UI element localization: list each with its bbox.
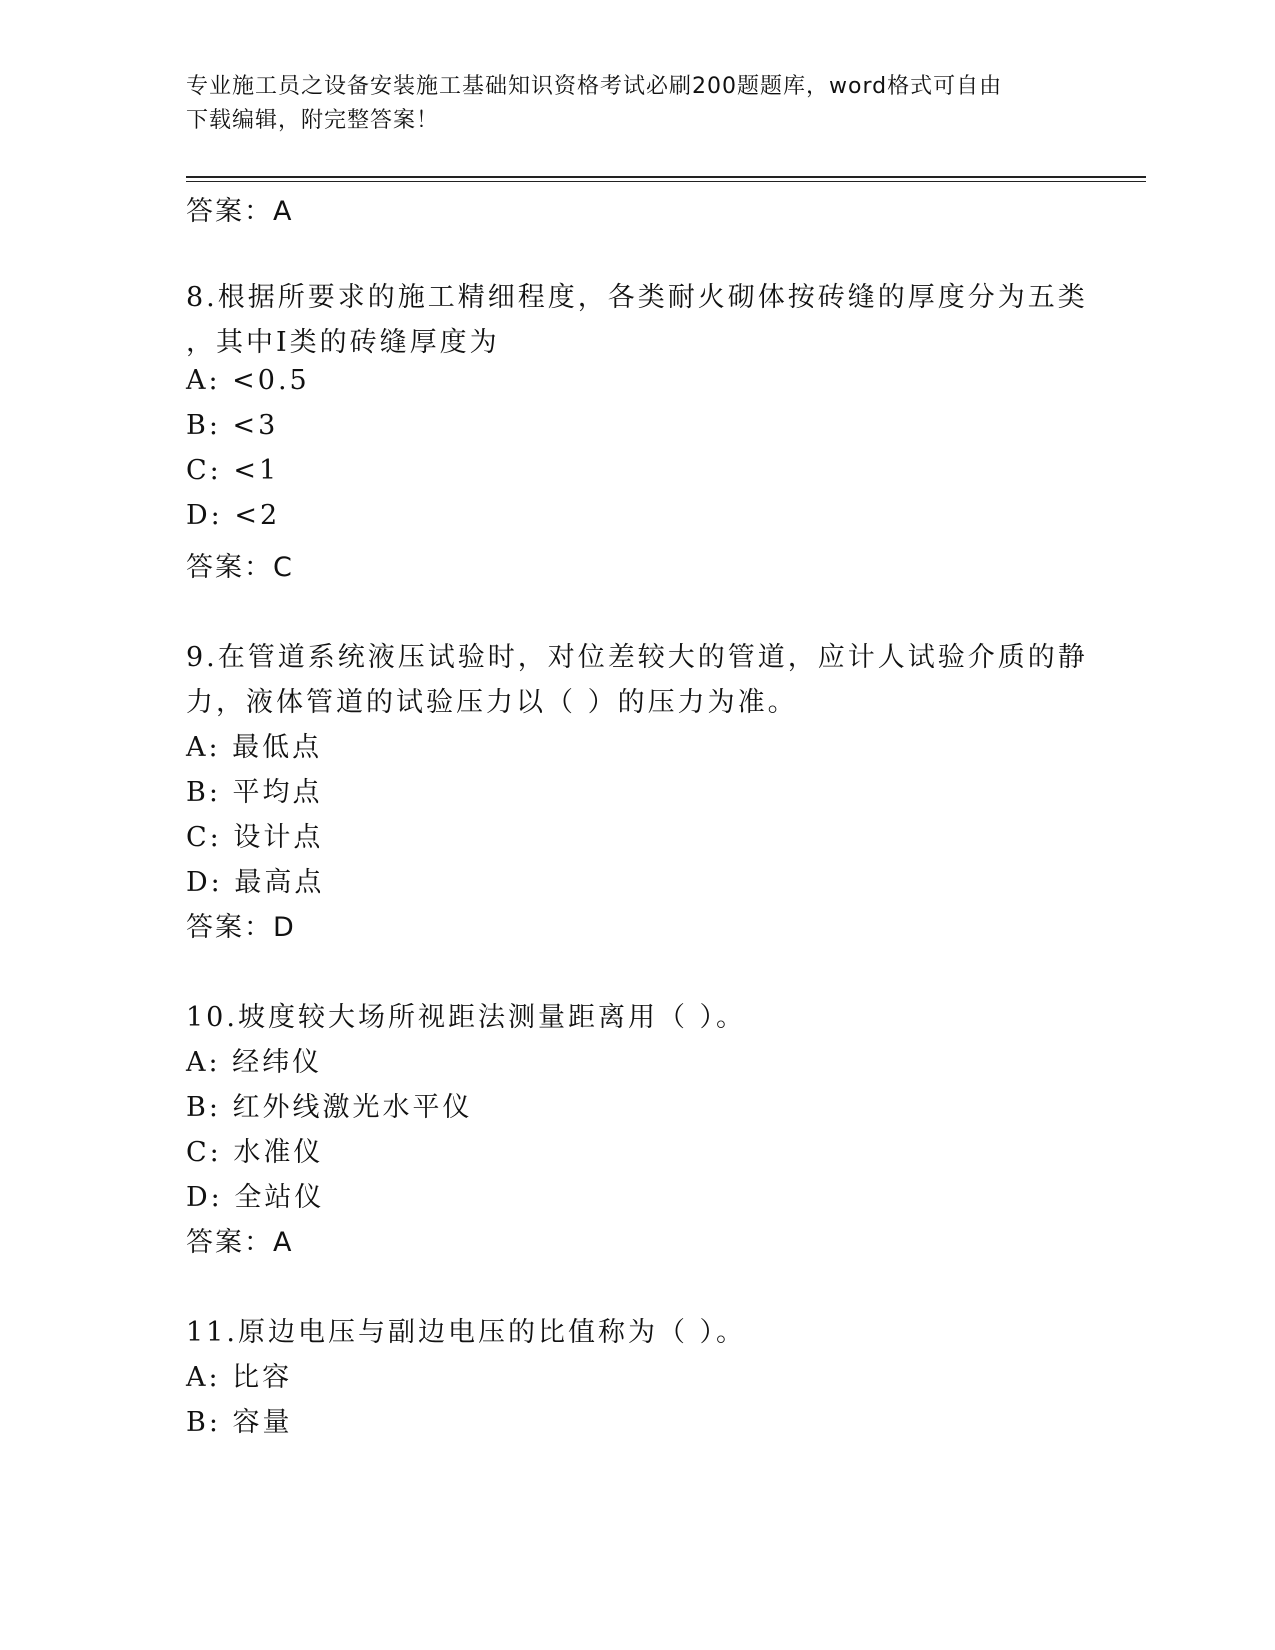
question-8-stem-line-1: 8.根据所要求的施工精细程度，各类耐火砌体按砖缝的厚度分为五类: [186, 282, 1088, 313]
question-9-option-c: C: 设计点: [186, 822, 324, 853]
question-10-option-d: D: 全站仪: [186, 1182, 325, 1213]
question-10-stem-line-1: 10.坡度较大场所视距法测量距离用（ ）。: [186, 1002, 747, 1033]
question-9-stem-line-2: 力，液体管道的试验压力以（ ）的压力为准。: [186, 687, 798, 718]
question-9-option-a: A: 最低点: [186, 732, 323, 763]
question-9-stem-line-1: 9.在管道系统液压试验时，对位差较大的管道，应计人试验介质的静: [186, 642, 1088, 673]
question-9-option-d: D: 最高点: [186, 867, 325, 898]
question-11-stem-line-1: 11.原边电压与副边电压的比值称为（ ）。: [186, 1317, 747, 1348]
question-10-option-b: B: 红外线激光水平仪: [186, 1092, 473, 1123]
header-line-2: 下载编辑，附完整答案！: [186, 108, 440, 133]
question-10-option-a: A: 经纬仪: [186, 1047, 323, 1078]
header-line-1: 专业施工员之设备安装施工基础知识资格考试必刷200题题库，word格式可自由: [186, 74, 1003, 99]
question-10-option-c: C: 水准仪: [186, 1137, 324, 1168]
question-9-option-b: B: 平均点: [186, 777, 323, 808]
answer-q9: 答案：D: [186, 912, 296, 943]
question-11-option-b: B: 容量: [186, 1407, 293, 1438]
answer-q7: 答案：A: [186, 196, 294, 227]
question-8-option-c: C: <1: [186, 455, 280, 486]
answer-q10: 答案：A: [186, 1227, 294, 1258]
document-header: [186, 70, 1066, 138]
question-11-option-a: A: 比容: [186, 1362, 293, 1393]
answer-q8: 答案：C: [186, 552, 294, 583]
question-8-option-a: A: <0.5: [186, 365, 310, 396]
question-8-option-b: B: <3: [186, 410, 279, 441]
header-rule-thick: [186, 176, 1146, 178]
header-rule-thin: [186, 181, 1146, 182]
question-8-stem-line-2: ，其中Ⅰ类的砖缝厚度为: [186, 327, 500, 358]
question-8-option-d: D: <2: [186, 500, 281, 531]
